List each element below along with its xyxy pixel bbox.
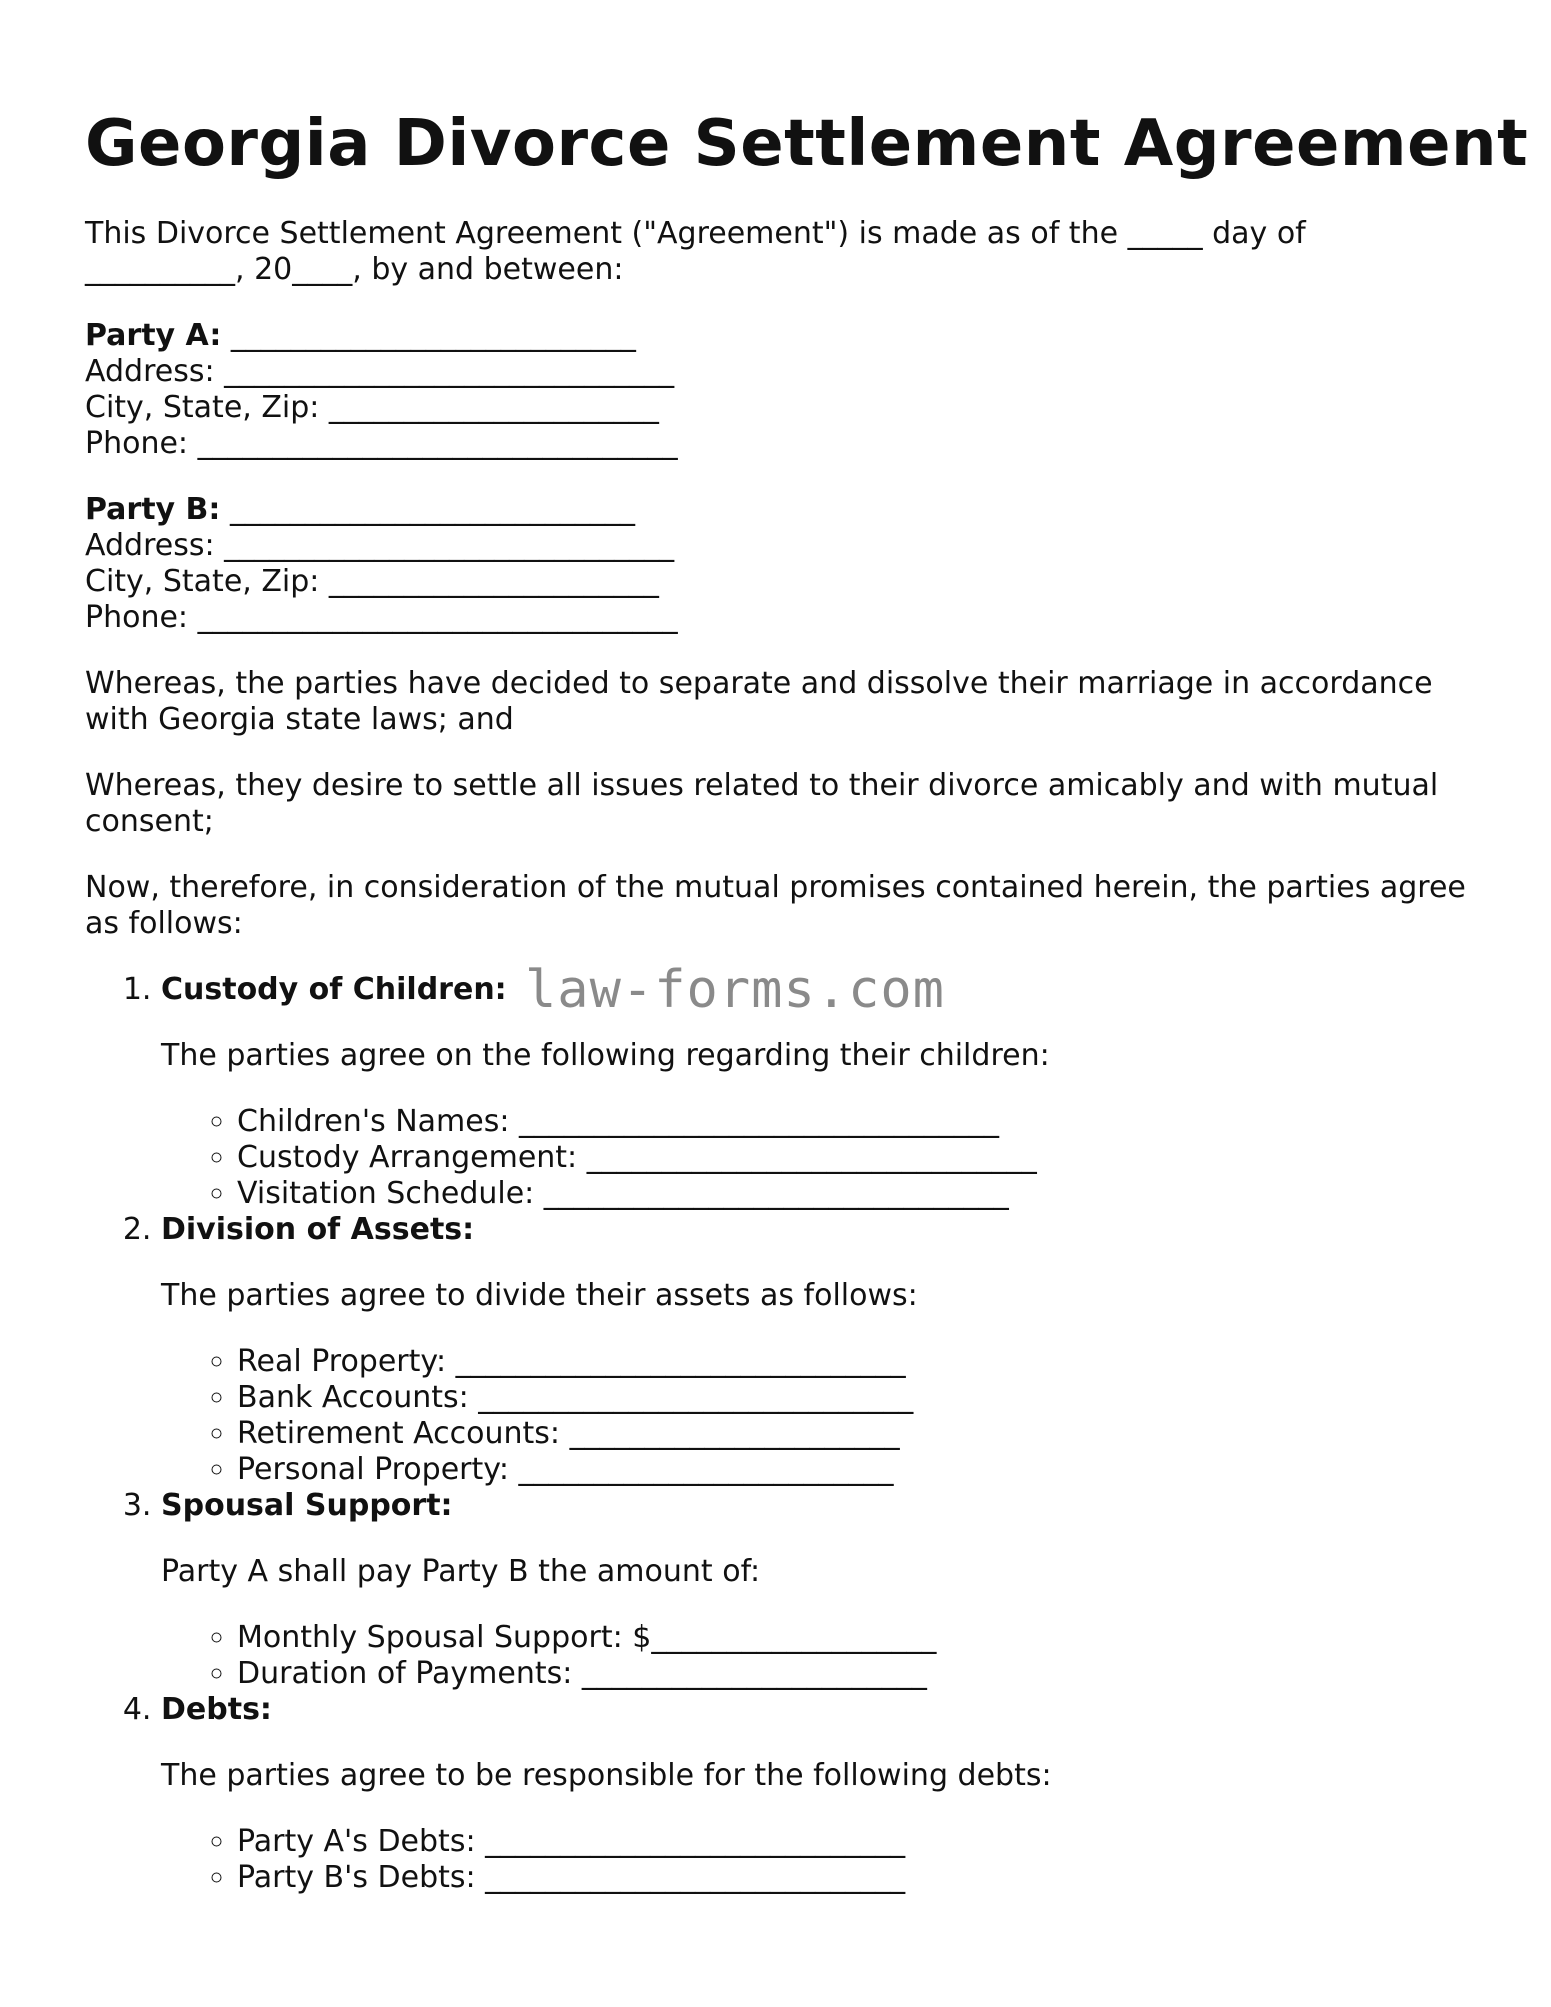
list-item: ◦ Children's Names: ________________________________ bbox=[237, 1104, 1485, 1140]
list-item: ◦ Real Property: ______________________________ bbox=[237, 1344, 1485, 1380]
now-therefore-paragraph: Now, therefore, in consideration of the mutual promises contained herein, the parties agree as follows: bbox=[85, 870, 1466, 941]
party-b-address: Address: ______________________________ bbox=[85, 528, 675, 563]
debts-items bbox=[161, 1824, 1485, 1896]
section-heading: Spousal Support: bbox=[161, 1488, 453, 1523]
party-a-name-line bbox=[85, 318, 1485, 354]
party-b-block bbox=[85, 492, 1485, 636]
section-intro: The parties agree to divide their assets as follows: bbox=[161, 1278, 918, 1313]
list-item: ◦ Bank Accounts: _____________________________ bbox=[237, 1380, 1485, 1416]
list-item: ◦ Visitation Schedule: _______________________________ bbox=[237, 1176, 1485, 1212]
intro-paragraph bbox=[85, 216, 1485, 288]
section-heading: Custody of Children: bbox=[161, 972, 507, 1007]
party-b-phone: Phone: ________________________________ bbox=[85, 600, 678, 635]
section-spousal-support bbox=[161, 1488, 1485, 1692]
list-item: ◦ Party B's Debts: ____________________________ bbox=[237, 1860, 1485, 1896]
party-a-address: Address: ______________________________ bbox=[85, 354, 675, 389]
custody-heading-row bbox=[161, 960, 1485, 1020]
section-assets bbox=[161, 1212, 1485, 1488]
party-b-name-line bbox=[85, 492, 1485, 528]
section-custody bbox=[161, 960, 1485, 1212]
whereas-paragraph-1: Whereas, the parties have decided to separate and dissolve their marriage in accordance with Georgia state laws; and bbox=[85, 666, 1433, 737]
agreement-sections bbox=[85, 960, 1485, 1896]
section-debts bbox=[161, 1692, 1485, 1896]
party-b-name-blank: ___________________________ bbox=[229, 492, 635, 527]
document-title: Georgia Divorce Settlement Agreement bbox=[85, 107, 1529, 181]
list-item: ◦ Monthly Spousal Support: $___________________ bbox=[237, 1620, 1485, 1656]
list-item: ◦ Personal Property: _________________________ bbox=[237, 1452, 1485, 1488]
party-b-label: Party B: bbox=[85, 492, 221, 527]
list-item: ◦ Party A's Debts: ____________________________ bbox=[237, 1824, 1485, 1860]
section-intro: The parties agree to be responsible for the following debts: bbox=[161, 1758, 1052, 1793]
section-intro: Party A shall pay Party B the amount of: bbox=[161, 1554, 761, 1589]
party-a-name-blank: ___________________________ bbox=[230, 318, 636, 353]
party-b-city-state-zip: City, State, Zip: ______________________ bbox=[85, 564, 659, 599]
list-item: ◦ Duration of Payments: _______________________ bbox=[237, 1656, 1485, 1692]
party-a-label: Party A: bbox=[85, 318, 222, 353]
list-item: ◦ Retirement Accounts: ______________________ bbox=[237, 1416, 1485, 1452]
watermark: law-forms.com bbox=[525, 960, 945, 1020]
section-heading: Division of Assets: bbox=[161, 1212, 475, 1247]
whereas-paragraph-2: Whereas, they desire to settle all issues related to their divorce amicably and with mutual consent; bbox=[85, 768, 1439, 839]
intro-line-1: This Divorce Settlement Agreement ("Agreement") is made as of the _____ day of bbox=[85, 216, 1306, 251]
document-body bbox=[85, 216, 1485, 1896]
list-item: ◦ Custody Arrangement: ______________________________ bbox=[237, 1140, 1485, 1176]
custody-items bbox=[161, 1104, 1485, 1212]
assets-items bbox=[161, 1344, 1485, 1488]
section-intro: The parties agree on the following regarding their children: bbox=[161, 1038, 1050, 1073]
party-a-phone: Phone: ________________________________ bbox=[85, 426, 678, 461]
support-items bbox=[161, 1620, 1485, 1692]
section-heading: Debts: bbox=[161, 1692, 272, 1727]
party-a-city-state-zip: City, State, Zip: ______________________ bbox=[85, 390, 659, 425]
party-a-block bbox=[85, 318, 1485, 462]
intro-line-2: __________, 20____, by and between: bbox=[85, 252, 624, 287]
